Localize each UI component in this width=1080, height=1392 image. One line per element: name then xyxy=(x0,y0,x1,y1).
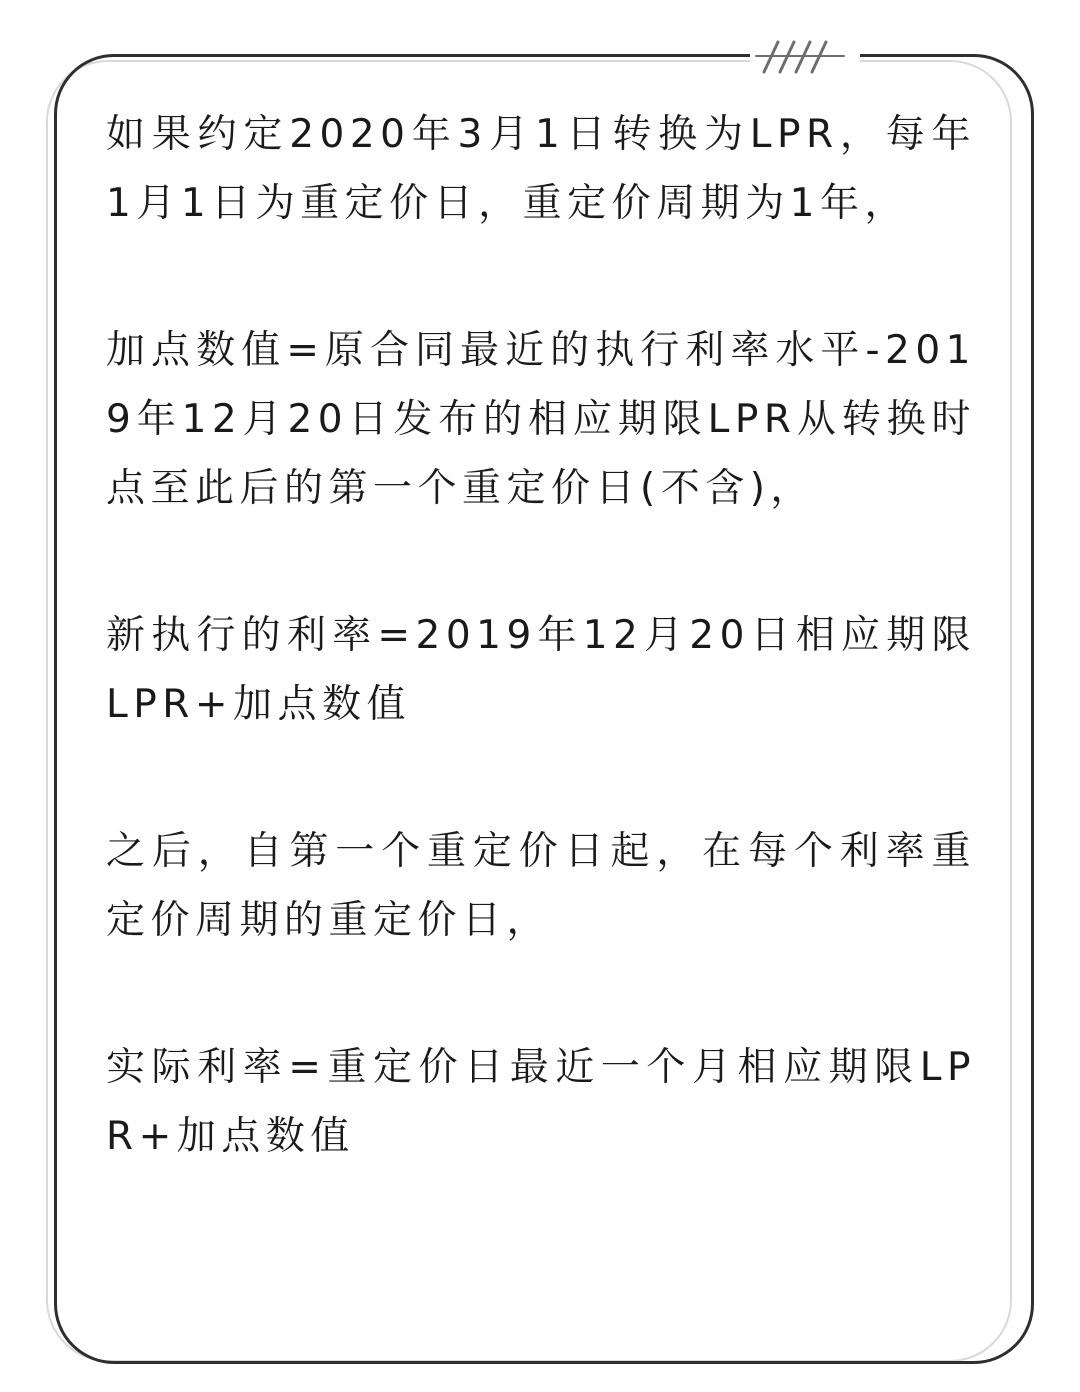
article-body xyxy=(106,100,976,1171)
paragraph-conversion-terms: 如果约定2020年3月1日转换为LPR，每年1月1日为重定价日，重定价周期为1年， xyxy=(106,112,976,226)
paragraph-new-rate-formula: 新执行的利率=2019年12月20日相应期限LPR+加点数值 xyxy=(106,613,976,727)
diagonal-stripes-icon xyxy=(750,34,860,80)
paragraph-actual-rate-formula: 实际利率=重定价日最近一个月相应期限LPR+加点数值 xyxy=(106,1045,976,1159)
paragraph-spread-formula: 加点数值=原合同最近的执行利率水平-2019年12月20日发布的相应期限LPR从转换时点至此后的第一个重定价日(不含)， xyxy=(106,328,976,511)
paragraph-repricing-rule: 之后，自第一个重定价日起，在每个利率重定价周期的重定价日， xyxy=(106,829,976,943)
